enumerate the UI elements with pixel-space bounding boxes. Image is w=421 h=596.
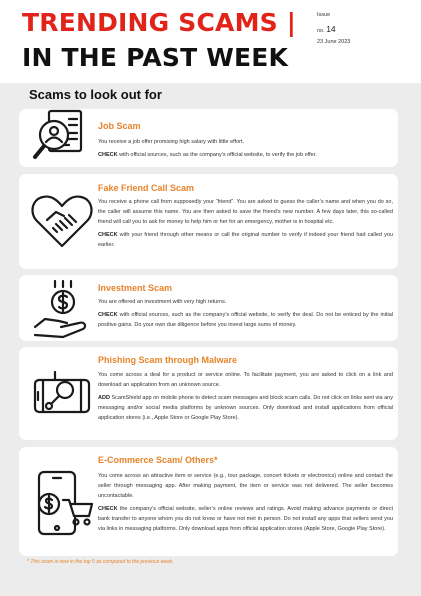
issue-number-row: [317, 25, 350, 35]
money-hand-icon: [29, 277, 95, 343]
card-title: Phishing Scam through Malware: [98, 355, 238, 365]
scam-card-phishing-malware: [19, 347, 398, 440]
scam-card-investment: [19, 275, 398, 341]
issue-date: 23 June 2023: [317, 39, 351, 45]
advice-keyword: CHECK: [98, 232, 118, 238]
card-body: [98, 370, 393, 426]
card-advice: [98, 393, 393, 423]
advice-text: with official sources, such as the company’s official website, to verify the deal. Do not be enticed by the initial positive gains. Do your own due diligence before you invest large sums of money.: [98, 312, 393, 328]
issue-info: [317, 13, 350, 46]
scam-card-ecommerce: [19, 447, 398, 556]
section-heading: Scams to look out for: [29, 87, 162, 102]
advice-text: the company’s official website, seller’s online reviews and ratings. Avoid making advance payments or direct bank transfer to anyone whom you do not know or have not met in person. Do not install any apps that sellers send you via links in messaging platforms. Only download apps from official application stores (Apple Store, Google Play Store).: [98, 506, 393, 532]
card-advice: [98, 150, 393, 160]
scam-card-job: [19, 109, 398, 167]
issue-label: Issue: [317, 12, 331, 18]
phone-malware-icon: [29, 360, 95, 426]
card-body: [98, 297, 393, 333]
card-title: Fake Friend Call Scam: [98, 183, 195, 193]
phone-shopping-cart-icon: [29, 470, 95, 536]
card-body: [98, 471, 393, 537]
issue-number: 14: [326, 23, 336, 34]
card-advice: [98, 310, 393, 330]
card-description: You receive a phone call from supposedly your “friend”. You are asked to guess the caller’s name and when you do so, the caller will assume this name. You are then asked to save the friend’s new number. A few days later, this so-called friend will call you to ask for money to help him or her for an emergency, mother is in hospital etc.: [98, 199, 393, 225]
card-advice: [98, 230, 393, 250]
card-description: You receive a job offer promising high salary with little effort.: [98, 139, 245, 145]
card-title: Investment Scam: [98, 283, 173, 293]
card-body: [98, 137, 393, 163]
footnote: * This scam is new in the top 5 as compared to the previous week.: [27, 559, 174, 565]
card-description: You come across a deal for a product or service online. To facilitate payment, you are asked to click on a link and download an application from an unknown source.: [98, 372, 393, 388]
card-title: E-Commerce Scam/ Others*: [98, 455, 218, 465]
card-advice: [98, 504, 393, 534]
card-body: [98, 197, 393, 253]
handshake-heart-icon: [29, 188, 95, 254]
advice-keyword: CHECK: [98, 312, 118, 318]
page-title-line-2: IN THE PAST WEEK: [22, 43, 289, 72]
job-search-icon: [29, 105, 95, 171]
advice-text: with your friend through other means or call the original number to verify if indeed your friend had called you earlier.: [98, 232, 393, 248]
card-title: Job Scam: [98, 121, 141, 131]
advice-keyword: ADD: [98, 395, 110, 401]
page-title-line-1: TRENDING SCAMS |: [22, 8, 297, 37]
advice-text: ScamShield app on mobile phone to detect scam messages and block scam calls. Do not click on links sent via any messaging and/or social media platforms by unknown sources. Only download and install applications from official application stores (i.e., Apple Store or Google Play Store).: [98, 395, 393, 421]
scam-card-fake-friend-call: [19, 174, 398, 269]
advice-keyword: CHECK: [98, 506, 118, 512]
advice-text: with official sources, such as the company’s official website, to verify the job offer.: [117, 152, 317, 158]
card-description: You are offered an investment with very high returns.: [98, 299, 227, 305]
card-description: You come across an attractive item or service (e.g., tour package, concert tickets or electronics) online and contact the seller through messaging app. After making payment, the item or service was not delivered. The seller becomes uncontactable.: [98, 473, 393, 499]
advice-keyword: CHECK: [98, 152, 118, 158]
issue-number-prefix: no.: [317, 27, 325, 34]
